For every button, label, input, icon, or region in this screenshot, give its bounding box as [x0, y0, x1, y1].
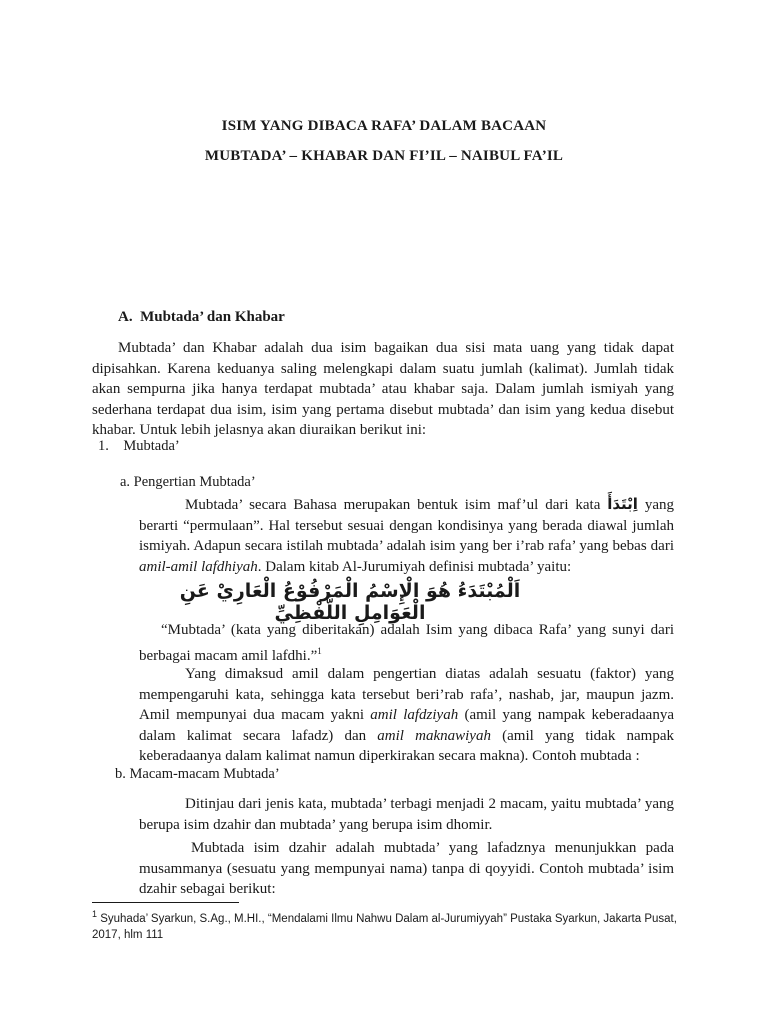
sub-a-p1-after: yang berarti “permulaan”. Hal tersebut sesuai dengan kondisinya yang berada diawal jumlah ismiyah. Adapun secara istilah mubtada’ adalah isim yang ber i’rab rafa’ yang bebas dari [139, 497, 674, 554]
sub-a-p1-end: . Dalam kitab Al-Jurumiyah definisi mubtada’ yaitu: [257, 558, 572, 575]
sub-a-paragraph-2 [139, 664, 674, 767]
section-a-heading: A. Mubtada’ dan Khabar [118, 309, 285, 325]
sub-a-paragraph-1 [139, 494, 674, 577]
sub-b-paragraph-1: Ditinjau dari jenis kata, mubtada’ terbagi menjadi 2 macam, yaitu mubtada’ yang berupa isim dzahir dan mubtada’ yang berupa isim dhomir. [139, 796, 674, 833]
sub-b-label: b. Macam-macam Mubtada’ [115, 766, 280, 782]
footnote [92, 906, 682, 944]
arabic-definition: اَلْمُبْتَدَءُ هُوَ الْإِسْمُ الْمَرْفُوْعُ الْعَارِيْ عَنِ الْعَوَامِلِ اللَّفْظِيِّ [179, 580, 521, 624]
translation-paragraph [139, 620, 674, 666]
arabic-word-ibtada: اِبْتَدَأَ [607, 495, 638, 513]
footnote-text: Syuhada’ Syarkun, S.Ag., M.HI., “Mendalami Ilmu Nahwu Dalam al-Jurumiyyah” Pustaka Syarkun, Jakarta Pusat, 2017, hlm 111 [92, 912, 677, 942]
footnote-number: 1 [92, 909, 98, 919]
document-title-line-1: ISIM YANG DIBACA RAFA’ DALAM BACAAN [221, 118, 547, 134]
sub-a-p2-a: Yang dimaksud amil dalam pengertian diatas adalah sesuatu (faktor) yang mempengaruhi kata, sehingga kata tersebut beri’rab rafa’, nashab, jar, maupun jazm. Amil mempunyai dua macam yakni [139, 666, 674, 723]
footnote-divider [92, 902, 239, 903]
sub-a-p1-italic: amil-amil lafdhiyah [139, 558, 258, 575]
amil-lafdziyah-term: amil lafdziyah [370, 707, 459, 723]
translation-text: “Mubtada’ (kata yang diberitakan) adalah Isim yang dibaca Rafa’ yang sunyi dari berbagai macam amil lafdhi.” [139, 622, 674, 664]
amil-maknawiyah-term: amil maknawiyah [377, 727, 491, 744]
item-1-label: 1. Mubtada’ [98, 438, 180, 454]
sub-a-p2-c: (amil yang tidak nampak keberadaanya dalam kalimat namun diperkirakan secara makna). Contoh mubtada : [139, 727, 674, 764]
section-a-intro-paragraph: Mubtada’ dan Khabar adalah dua isim bagaikan dua sisi mata uang yang tidak dapat dipisahkan. Karena keduanya saling melengkapi dalam suatu jumlah (kalimat). Jumlah tidak akan sempurna jika hanya terdapat mubtada’ atau khabar saja. Dalam jumlah ismiyah yang sederhana terdapat dua isim, isim yang pertama disebut mubtada’ dan isim yang kedua disebut khabar. Untuk lebih jelasnya akan diuraikan berikut ini: [92, 340, 674, 438]
document-title-line-2: MUBTADA’ – KHABAR DAN FI’IL – NAIBUL FA’IL [204, 148, 564, 164]
sub-a-p2-b: (amil yang nampak keberadaanya dalam kalimat secara lafadz) dan [139, 707, 674, 744]
sub-a-p1-before: Mubtada’ secara Bahasa merupakan bentuk isim maf’ul dari kata [185, 497, 608, 513]
sub-a-label: a. Pengertian Mubtada’ [120, 474, 256, 490]
footnote-reference[interactable]: 1 [317, 645, 322, 656]
sub-b-paragraph-2: Mubtada isim dzahir adalah mubtada’ yang lafadznya menunjukkan pada musammanya (sesuatu yang mempunyai nama) tanpa di qoyyidi. Contoh mubtada’ isim dzahir sebagai berikut: [139, 840, 674, 897]
